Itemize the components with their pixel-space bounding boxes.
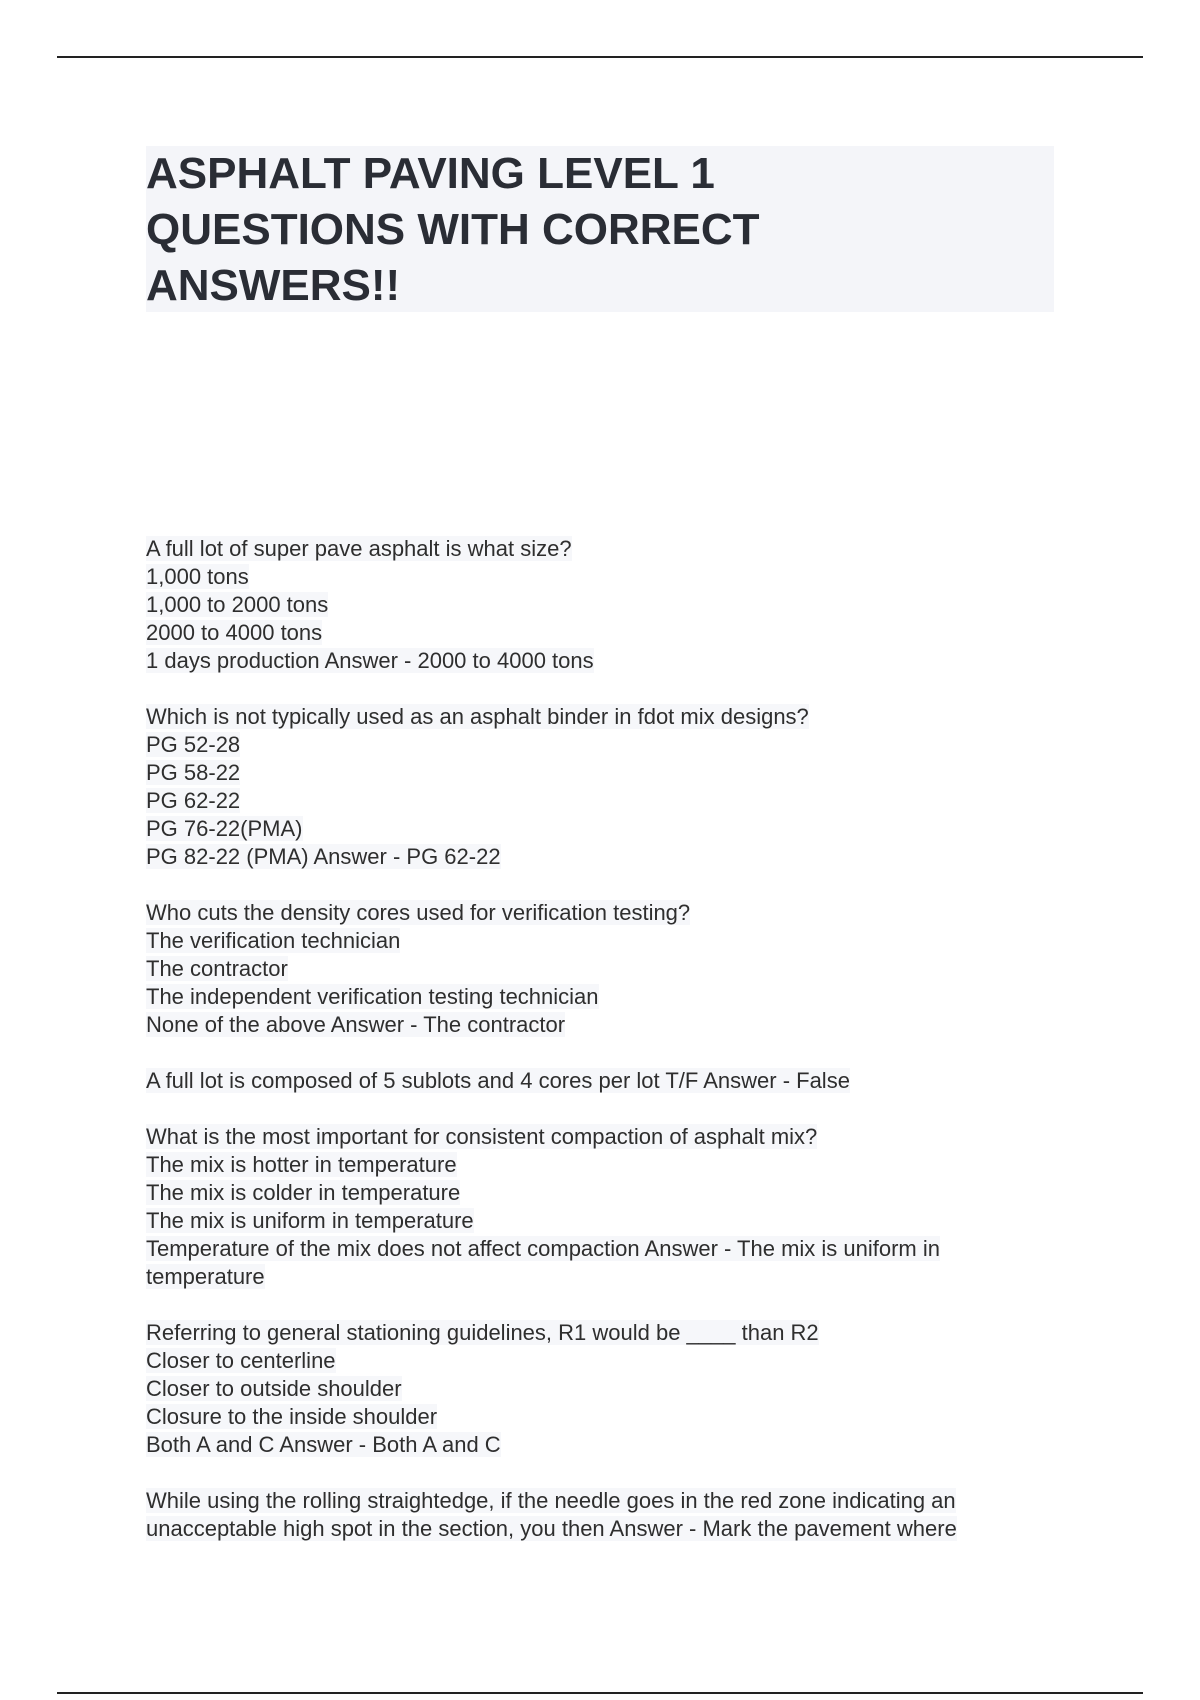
line-text: PG 58-22 [146,760,241,785]
answer-option-line [146,591,1066,619]
question-text [146,1067,1066,1095]
question-text [146,1319,1066,1347]
question-text [146,1123,1066,1151]
answer-option-line [146,759,1066,787]
line-text: 1,000 to 2000 tons [146,592,329,617]
document-title: ASPHALT PAVING LEVEL 1 QUESTIONS WITH CORRECT ANSWERS!! [146,149,760,310]
answer-option-line [146,983,1066,1011]
line-text: Temperature of the mix does not affect compaction Answer - The mix is uniform in [146,1236,940,1261]
answer-option-line [146,647,1066,675]
line-text: 2000 to 4000 tons [146,620,323,645]
line-text: Referring to general stationing guidelines, R1 would be ____ than R2 [146,1320,819,1345]
answer-option-line [146,1431,1066,1459]
question-block [146,1123,1066,1291]
answer-option-line [146,619,1066,647]
answer-option-line [146,1403,1066,1431]
line-text: None of the above Answer - The contractor [146,1012,566,1037]
line-text: What is the most important for consistent compaction of asphalt mix? [146,1124,818,1149]
line-text: PG 76-22(PMA) [146,816,303,841]
line-text: The contractor [146,956,288,981]
line-text: The mix is uniform in temperature [146,1208,474,1233]
answer-option-line [146,1179,1066,1207]
line-text: The mix is colder in temperature [146,1180,461,1205]
answer-option-line [146,1151,1066,1179]
line-text: While using the rolling straightedge, if the needle goes in the red zone indicating an [146,1488,956,1513]
line-text: PG 52-28 [146,732,241,757]
line-text: A full lot of super pave asphalt is what size? [146,536,572,561]
line-text: PG 62-22 [146,788,241,813]
answer-option-line [146,1263,1066,1291]
answer-option-line [146,1347,1066,1375]
title-block [146,146,1054,312]
line-text: Closer to outside shoulder [146,1376,402,1401]
question-block [146,899,1066,1039]
question-block [146,1319,1066,1459]
question-block [146,535,1066,675]
answer-option-line [146,843,1066,871]
line-text: Closure to the inside shoulder [146,1404,438,1429]
answer-option-line [146,787,1066,815]
line-text: A full lot is composed of 5 sublots and 4 cores per lot T/F Answer - False [146,1068,850,1093]
answer-option-line [146,1235,1066,1263]
line-text: Closer to centerline [146,1348,336,1373]
answer-option-line [146,1207,1066,1235]
line-text: 1 days production Answer - 2000 to 4000 tons [146,648,594,673]
question-block [146,703,1066,871]
answer-option-line [146,1011,1066,1039]
answer-option-line [146,927,1066,955]
line-text: Which is not typically used as an asphalt binder in fdot mix designs? [146,704,809,729]
answer-option-line [146,955,1066,983]
question-text [146,535,1066,563]
line-text: PG 82-22 (PMA) Answer - PG 62-22 [146,844,501,869]
question-list [146,535,1066,1571]
line-text: Who cuts the density cores used for verification testing? [146,900,691,925]
line-text: 1,000 tons [146,564,249,589]
question-text [146,899,1066,927]
line-text: temperature [146,1264,265,1289]
question-text [146,703,1066,731]
line-text: The mix is hotter in temperature [146,1152,457,1177]
answer-option-line [146,1375,1066,1403]
answer-option-line [146,731,1066,759]
line-text: Both A and C Answer - Both A and C [146,1432,501,1457]
question-text [146,1487,1066,1515]
line-text: The independent verification testing technician [146,984,599,1009]
question-block [146,1067,1066,1095]
question-block [146,1487,1066,1543]
line-text: The verification technician [146,928,401,953]
line-text: unacceptable high spot in the section, you then Answer - Mark the pavement where [146,1516,957,1541]
answer-option-line [146,563,1066,591]
top-rule [57,56,1143,58]
answer-option-line [146,1515,1066,1543]
answer-option-line [146,815,1066,843]
bottom-rule [57,1692,1143,1694]
